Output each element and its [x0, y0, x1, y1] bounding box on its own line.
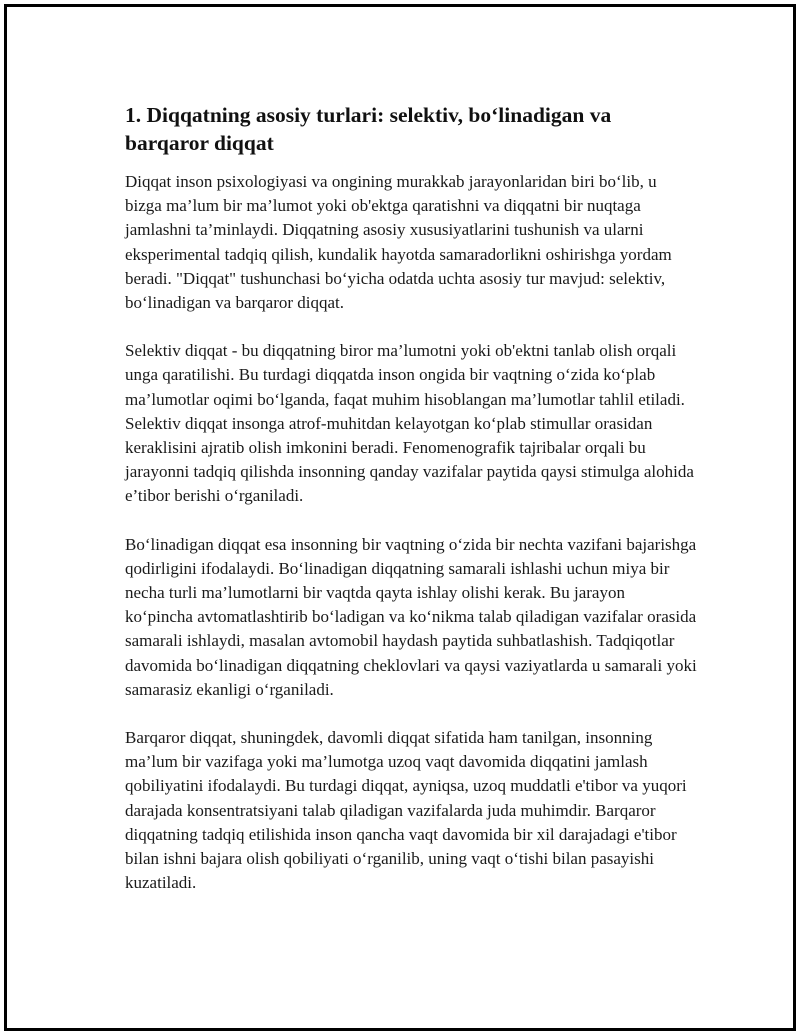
paragraph-selective-attention: Selektiv diqqat - bu diqqatning biror ma’lumotni yoki ob'ektni tanlab olish orqali unga qaratilishi. Bu turdagi diqqatda inson ongida bir vaqtning o‘zida ko‘plab ma’lumotlar oqimi bo‘lganda, faqat muhim hisoblangan ma’lumotlar tahlil etiladi. Selektiv diqqat insonga atrof-muhitdan kelayotgan ko‘plab stimullar orasidan keraklisini ajratib olish imkonini beradi. Fenomenografik tajribalar orqali bu jarayonni tadqiq qilishda insonning qanday vazifalar paytida qaysi stimulga alohida e’tibor berishi o‘rganiladi.: [125, 341, 694, 506]
paragraph-divided-attention: Bo‘linadigan diqqat esa insonning bir vaqtning o‘zida bir nechta vazifani bajarishga qodirligini ifodalaydi. Bo‘linadigan diqqatning samarali ishlashi uchun miya bir necha turli ma’lumotlarni bir vaqtda qayta ishlay olishi kerak. Bu jarayon ko‘pincha avtomatlashtirib bo‘ladigan va ko‘nikma talab qiladigan vazifalar orasida samarali ishlaydi, masalan avtomobil haydash paytida suhbatlashish. Tadqiqotlar davomida bo‘linadigan diqqatning cheklovlari va qaysi vaziyatlarda u samarali yoki samarasiz ekanligi o‘rganiladi.: [125, 534, 697, 699]
document-body: [125, 101, 697, 919]
paragraph-intro: Diqqat inson psixologiyasi va ongining murakkab jarayonlaridan biri bo‘lib, u bizga ma’lum bir ma’lumot yoki ob'ektga qaratishni va diqqatni bir nuqtaga jamlashni ta’minlaydi. Diqqatning asosiy xususiyatlarini tushunish va ularni eksperimental tadqiq qilish, kundalik hayotda samaradorlikni oshirishga yordam beradi. "Diqqat" tushunchasi bo‘yicha odatda uchta asosiy tur mavjud: selektiv, bo‘linadigan va barqaror diqqat.: [125, 172, 672, 313]
paragraph-sustained-attention: Barqaror diqqat, shuningdek, davomli diqqat sifatida ham tanilgan, insonning ma’lum bir vazifaga yoki ma’lumotga uzoq vaqt davomida diqqatini jamlash qobiliyatini ifodalaydi. Bu turdagi diqqat, ayniqsa, uzoq muddatli e'tibor va yuqori darajada konsentratsiyani talab qiladigan vazifalarda juda muhimdir. Barqaror diqqatning tadqiq etilishida inson qancha vaqt davomida bir xil darajadagi e'tibor bilan ishni bajara olish qobiliyati o‘rganilib, uning vaqt o‘tishi bilan pasayishi kuzatiladi.: [125, 728, 687, 893]
section-heading: 1. Diqqatning asosiy turlari: selektiv, bo‘linadigan va barqaror diqqat: [125, 103, 612, 155]
page-frame: [4, 4, 796, 1031]
